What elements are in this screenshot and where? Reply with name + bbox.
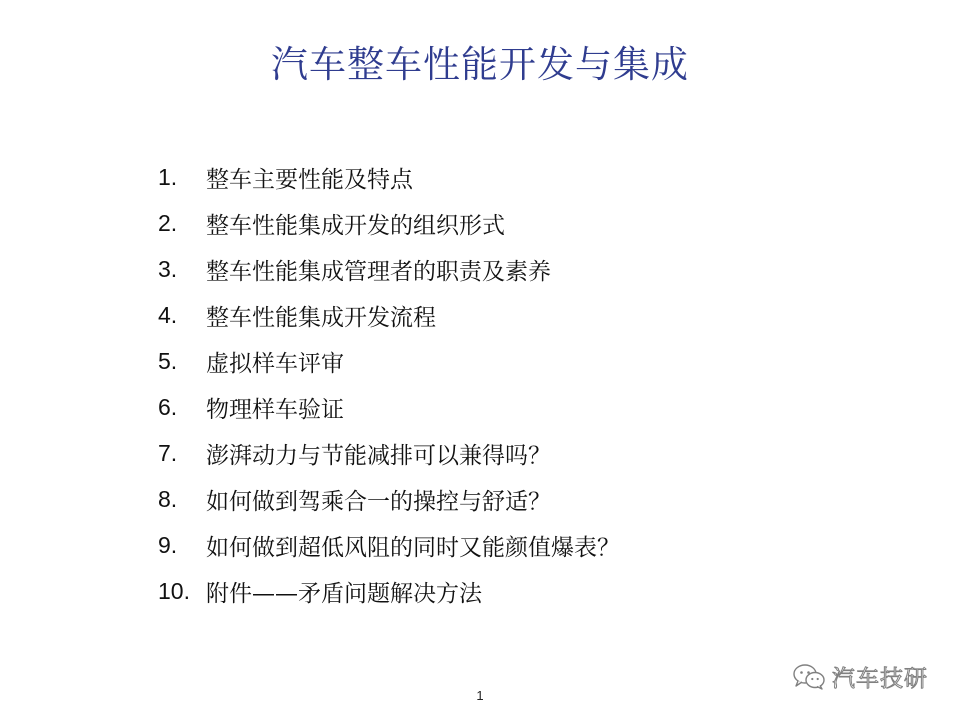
toc-item-number: 2. <box>158 209 178 236</box>
toc-item-text: 如何做到超低风阻的同时又能颜值爆表？ <box>206 534 620 561</box>
toc-item-number: 9. <box>158 531 178 558</box>
toc-item <box>158 384 620 430</box>
toc-item-text: 澎湃动力与节能减排可以兼得吗？ <box>206 442 551 469</box>
watermark <box>792 660 928 693</box>
page-number: 1 <box>476 688 484 703</box>
toc-item <box>158 430 620 476</box>
toc-item-number: 7. <box>158 439 178 466</box>
toc-item <box>158 292 620 338</box>
toc-item-text: 虚拟样车评审 <box>206 350 344 377</box>
toc-item-text: 整车性能集成管理者的职责及素养 <box>206 258 551 285</box>
toc-item <box>158 200 620 246</box>
toc-item-number: 1. <box>158 163 178 190</box>
toc-item-text: 如何做到驾乘合一的操控与舒适？ <box>206 488 551 515</box>
toc-item <box>158 338 620 384</box>
slide-title: 汽车整车性能开发与集成 <box>271 43 689 86</box>
toc-item <box>158 568 620 614</box>
toc-item-number: 3. <box>158 255 178 282</box>
toc-item-number: 8. <box>158 485 178 512</box>
toc-item-text: 整车性能集成开发的组织形式 <box>206 212 505 239</box>
toc-item-number: 6. <box>158 393 178 420</box>
table-of-contents <box>158 154 620 614</box>
wechat-icon <box>792 663 826 691</box>
toc-item-text: 附件——矛盾问题解决方法 <box>206 580 482 607</box>
toc-item <box>158 246 620 292</box>
toc-item-text: 物理样车验证 <box>206 396 344 423</box>
toc-item-number: 4. <box>158 301 178 328</box>
toc-item <box>158 154 620 200</box>
toc-item-number: 10. <box>158 577 190 604</box>
toc-item-text: 整车主要性能及特点 <box>206 166 413 193</box>
toc-item <box>158 522 620 568</box>
toc-item <box>158 476 620 522</box>
watermark-text: 汽车技研 <box>832 666 928 692</box>
toc-item-number: 5. <box>158 347 178 374</box>
toc-item-text: 整车性能集成开发流程 <box>206 304 436 331</box>
